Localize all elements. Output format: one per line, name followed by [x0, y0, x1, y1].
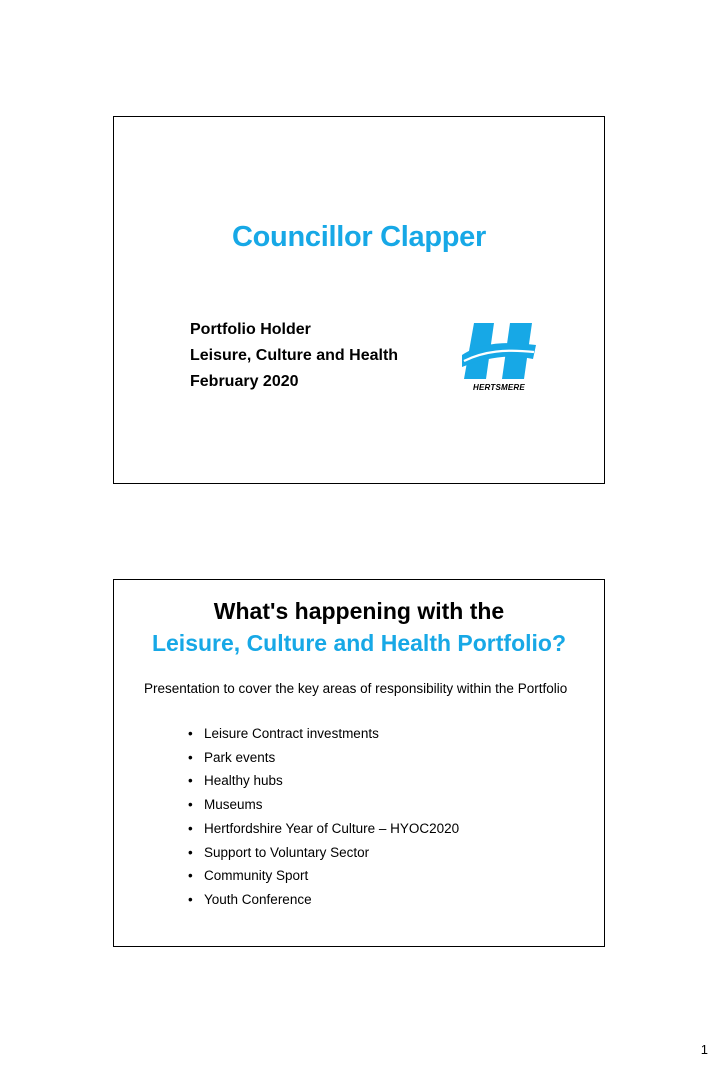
topic-list	[186, 722, 459, 912]
bullet-dot-icon: •	[188, 773, 193, 789]
list-item	[186, 841, 459, 865]
slide-1	[113, 116, 605, 484]
bullet-dot-icon: •	[188, 844, 193, 860]
list-item-text: Museums	[204, 797, 263, 813]
bullet-dot-icon: •	[188, 891, 193, 907]
hertsmere-logo-mark-icon	[460, 321, 538, 381]
slide-2	[113, 579, 605, 947]
subtitle-line-date: February 2020	[190, 373, 299, 390]
list-item-text: Leisure Contract investments	[204, 726, 379, 741]
list-item	[186, 888, 459, 912]
bullet-dot-icon: •	[188, 749, 193, 765]
bullet-dot-icon: •	[188, 726, 193, 741]
list-item-text: Hertfordshire Year of Culture – HYOC2020	[204, 820, 460, 836]
slide-2-title	[114, 595, 604, 659]
list-item-text: Youth Conference	[204, 891, 312, 907]
slide-2-intro: Presentation to cover the key areas of responsibility within the Portfolio	[144, 681, 568, 696]
subtitle-line-portfolio-holder: Portfolio Holder	[190, 321, 311, 338]
slide-2-title-line-2: Leisure, Culture and Health Portfolio?	[151, 630, 567, 656]
list-item	[186, 769, 459, 793]
bullet-dot-icon: •	[188, 820, 193, 836]
list-item-text: Support to Voluntary Sector	[204, 844, 370, 860]
subtitle-line-portfolio-name: Leisure, Culture and Health	[190, 347, 399, 364]
bullet-dot-icon: •	[188, 797, 193, 813]
list-item	[186, 793, 459, 817]
hertsmere-logo	[460, 321, 538, 397]
list-item	[186, 746, 459, 770]
slide-1-subtitle	[190, 317, 398, 395]
list-item	[186, 722, 459, 746]
list-item-text: Healthy hubs	[204, 773, 283, 789]
list-item	[186, 817, 459, 841]
list-item-text: Community Sport	[204, 868, 309, 884]
list-item-text: Park events	[204, 749, 276, 765]
page-number: 1	[700, 1042, 708, 1057]
slide-1-title: Councillor Clapper	[231, 221, 486, 253]
slide-2-title-line-1: What's happening with the	[213, 598, 505, 624]
list-item	[186, 864, 459, 888]
logo-text: HERTSMERE	[473, 383, 525, 392]
bullet-dot-icon: •	[188, 868, 193, 884]
